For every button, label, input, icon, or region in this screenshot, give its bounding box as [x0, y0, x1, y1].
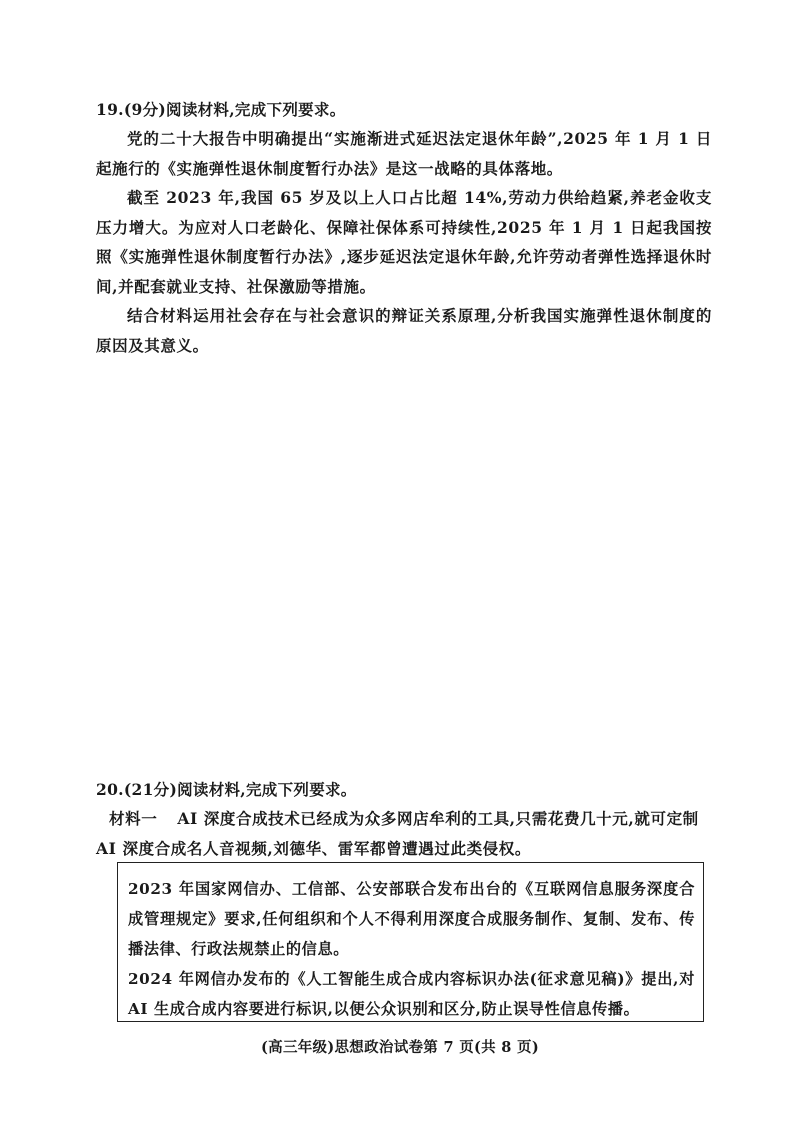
material-1 — [96, 804, 712, 863]
question-19 — [96, 96, 712, 360]
question-20 — [96, 776, 712, 863]
material-box-paragraph-2: 2024 年网信办发布的《人工智能生成合成内容标识办法(征求意见稿)》提出,对 AI 生成合成内容要进行标识,以便公众识别和区分,防止误导性信息传播。 — [128, 970, 695, 1018]
material-box-paragraph-1: 2023 年国家网信办、工信部、公安部联合发布出台的《互联网信息服务深度合成管理规定》要求,任何组织和个人不得利用深度合成服务制作、复制、发布、传播法律、行政法规禁止的信息。 — [128, 880, 695, 958]
material-box — [117, 862, 704, 1022]
page-footer: (高三年级)思想政治试卷第 7 页(共 8 页) — [260, 1039, 539, 1056]
question-19-paragraph-1: 党的二十大报告中明确提出“实施渐进式延迟法定退休年龄”,2025 年 1 月 1 日起施行的《实施弹性退休制度暂行办法》是这一战略的具体落地。 — [96, 129, 712, 178]
material-1-label: 材料一 — [109, 809, 158, 828]
question-19-prompt: 结合材料运用社会存在与社会意识的辩证关系原理,分析我国实施弹性退休制度的原因及其意义。 — [96, 306, 712, 355]
question-19-paragraph-2: 截至 2023 年,我国 65 岁及以上人口占比超 14%,劳动力供给趋紧,养老金收支压力增大。为应对人口老龄化、保障社保体系可持续性,2025 年 1 月 1 日起我国按照《实施弹性退休制度暂行办法》,逐步延迟法定退休年龄,允许劳动者弹性选择退休时间,并配套就业支持、社保激励等措施。 — [96, 188, 712, 296]
material-1-text: AI 深度合成技术已经成为众多网店牟利的工具,只需花费几十元,就可定制 AI 深度合成名人音视频,刘德华、雷军都曾遭遇过此类侵权。 — [96, 809, 699, 858]
question-19-title: 19.(9分)阅读材料,完成下列要求。 — [96, 100, 346, 119]
question-20-title: 20.(21分)阅读材料,完成下列要求。 — [96, 780, 357, 799]
